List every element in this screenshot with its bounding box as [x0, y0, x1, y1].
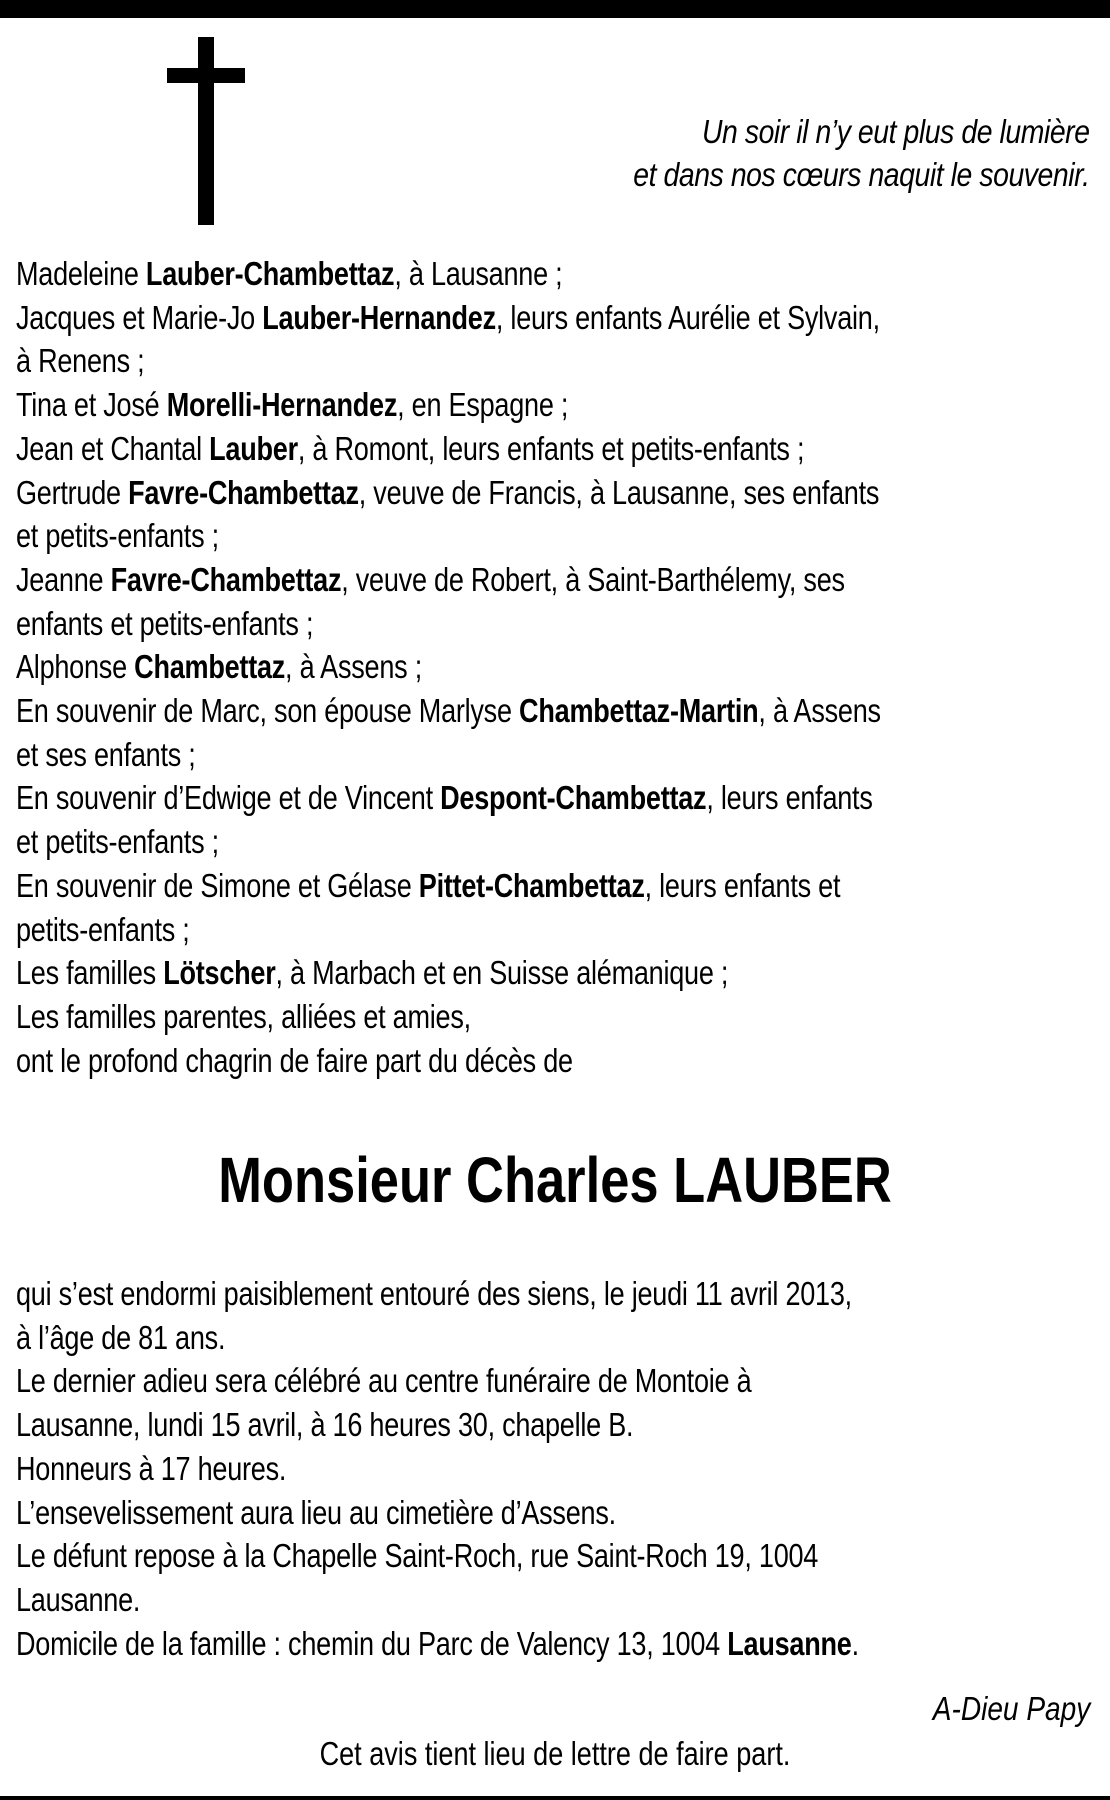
epigraph-line-2: et dans nos cœurs naquit le souvenir. [633, 156, 1090, 193]
family-list [16, 252, 1094, 1082]
family-name: Despont-Chambettaz [440, 779, 707, 817]
line-text: et petits-enfants ; [16, 517, 219, 555]
family-line [16, 471, 900, 515]
line-text: Le défunt repose à la Chapelle Saint-Roch, rue Saint-Roch 19, 1004 [16, 1537, 819, 1575]
line-text: En souvenir d’Edwige et de Vincent [16, 779, 441, 817]
line-text: , leurs enfants Aurélie et Sylvain, [495, 298, 880, 336]
line-text: Jeanne [16, 560, 111, 598]
line-text: En souvenir de Marc, son épouse Marlyse [16, 692, 520, 730]
line-text: Domicile de la famille : chemin du Parc de Valency 13, 1004 [16, 1624, 728, 1662]
line-text: petits-enfants ; [16, 910, 190, 948]
family-line [16, 820, 900, 864]
detail-line [16, 1359, 900, 1403]
line-text: . [851, 1624, 859, 1662]
line-text: Madeleine [16, 255, 146, 292]
line-text: , veuve de Francis, à Lausanne, ses enfants [358, 473, 880, 511]
line-text: Le dernier adieu sera célébré au centre funéraire de Montoie à [16, 1362, 752, 1400]
line-text: Gertrude [16, 473, 129, 511]
cross-vertical-bar [198, 37, 214, 225]
line-text: , veuve de Robert, à Saint-Barthélemy, ses [341, 560, 845, 598]
family-name: Chambettaz [134, 648, 286, 686]
family-name: Lausanne [727, 1624, 852, 1662]
family-line [16, 776, 900, 820]
detail-line [16, 1622, 900, 1666]
signature: A-Dieu Papy [932, 1690, 1090, 1727]
detail-line [16, 1447, 900, 1491]
family-name: Chambettaz-Martin [519, 692, 759, 730]
line-text: , à Assens ; [285, 648, 422, 686]
line-text: Jean et Chantal [16, 429, 210, 467]
family-line [16, 689, 900, 733]
line-text: , leurs enfants [706, 779, 873, 817]
line-text: à l’âge de 81 ans. [16, 1318, 226, 1356]
line-text: et ses enfants ; [16, 735, 196, 773]
line-text: , à Assens [758, 692, 881, 730]
family-line [16, 995, 900, 1039]
closing-note: Cet avis tient lieu de lettre de faire part. [319, 1735, 791, 1772]
funeral-details [16, 1272, 1094, 1665]
detail-line [16, 1491, 900, 1535]
family-line [16, 733, 900, 777]
bottom-border [0, 1796, 1110, 1800]
family-line [16, 908, 900, 952]
family-name: Morelli-Hernandez [166, 386, 398, 424]
family-name: Favre-Chambettaz [128, 473, 359, 511]
deceased-name: Monsieur Charles LAUBER [218, 1144, 892, 1216]
family-line [16, 951, 900, 995]
family-line [16, 252, 900, 296]
family-name: Favre-Chambettaz [110, 560, 342, 598]
line-text: , à Lausanne ; [394, 255, 563, 292]
detail-line [16, 1403, 900, 1447]
family-name: Lauber [209, 429, 298, 467]
line-text: et petits-enfants ; [16, 823, 219, 861]
line-text: L’ensevelissement aura lieu au cimetière d’Assens. [16, 1493, 616, 1531]
line-text: , à Marbach et en Suisse alémanique ; [275, 954, 729, 992]
family-line [16, 427, 900, 471]
family-name: Lauber-Chambettaz [145, 255, 395, 292]
line-text: Les familles parentes, alliées et amies, [16, 997, 471, 1035]
line-text: Tina et José [16, 386, 167, 424]
family-line [16, 864, 900, 908]
detail-line [16, 1316, 900, 1360]
epigraph-line-1: Un soir il n’y eut plus de lumière [702, 113, 1090, 150]
detail-line [16, 1272, 900, 1316]
line-text: , leurs enfants et [644, 866, 841, 904]
detail-line [16, 1578, 900, 1622]
family-name: Lötscher [163, 954, 276, 992]
detail-line [16, 1534, 900, 1578]
line-text: enfants et petits-enfants ; [16, 604, 314, 642]
line-text: Les familles [16, 954, 164, 992]
family-line [16, 514, 900, 558]
line-text: Jacques et Marie-Jo [16, 298, 263, 336]
line-text: ont le profond chagrin de faire part du décès de [16, 1041, 573, 1079]
family-line [16, 602, 900, 646]
line-text: Honneurs à 17 heures. [16, 1449, 287, 1487]
line-text: Alphonse [16, 648, 135, 686]
epigraph [634, 110, 1090, 196]
line-text: qui s’est endormi paisiblement entouré des siens, le jeudi 11 avril 2013, [16, 1275, 852, 1312]
line-text: En souvenir de Simone et Gélase [16, 866, 419, 904]
family-line [16, 1039, 900, 1083]
cross-horizontal-bar [167, 68, 245, 83]
line-text: , en Espagne ; [397, 386, 569, 424]
top-border [0, 0, 1110, 18]
family-line [16, 339, 900, 383]
line-text: Lausanne. [16, 1580, 141, 1618]
family-line [16, 558, 900, 602]
family-line [16, 383, 900, 427]
line-text: , à Romont, leurs enfants et petits-enfants ; [297, 429, 805, 467]
line-text: à Renens ; [16, 342, 145, 380]
line-text: Lausanne, lundi 15 avril, à 16 heures 30, chapelle B. [16, 1406, 634, 1444]
cross-icon [167, 37, 245, 225]
family-line [16, 645, 900, 689]
family-name: Lauber-Hernandez [262, 298, 496, 336]
family-name: Pittet-Chambettaz [418, 866, 645, 904]
family-line [16, 296, 900, 340]
